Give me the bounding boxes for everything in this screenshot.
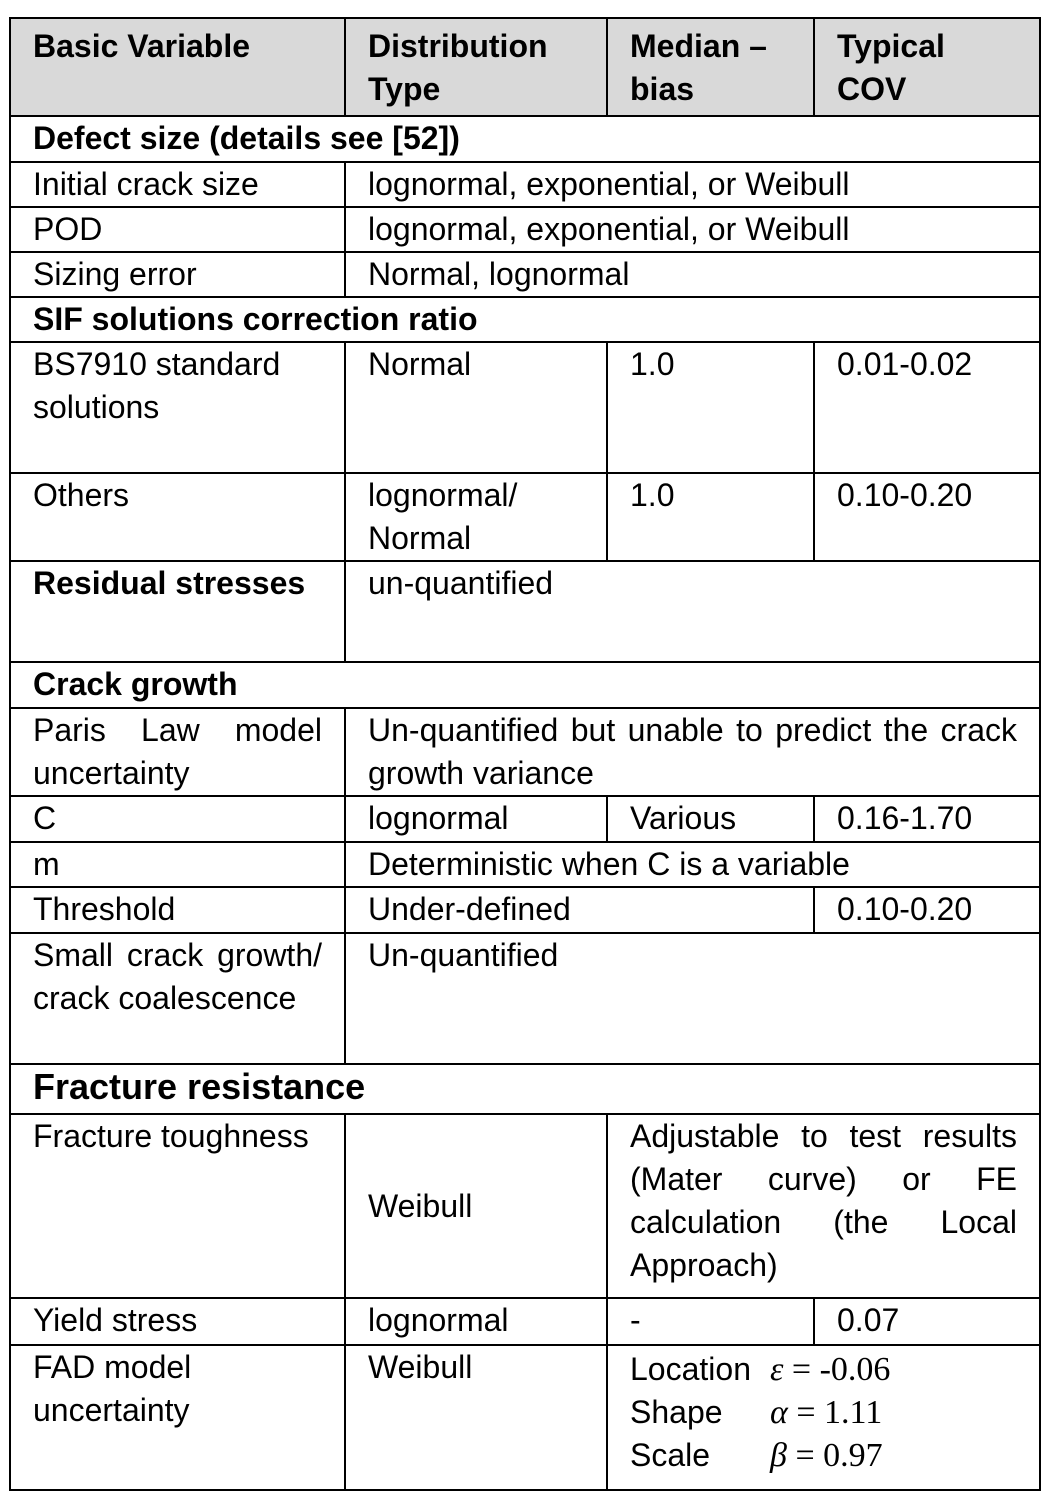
param-label: Location bbox=[630, 1351, 751, 1387]
table-row bbox=[10, 708, 1040, 796]
cell-note: Adjustable to test results (Mater curve) or FE calculation (the Local Approach) bbox=[607, 1114, 1040, 1298]
section-row bbox=[10, 662, 1040, 708]
header-distribution-type: Distribution Type bbox=[345, 18, 607, 116]
section-row bbox=[10, 116, 1040, 162]
cell-variable: Sizing error bbox=[10, 252, 345, 297]
epsilon-symbol: ε bbox=[770, 1351, 784, 1388]
document-page bbox=[9, 17, 1039, 1491]
cell-cov: 0.07 bbox=[814, 1298, 1040, 1345]
section-row bbox=[10, 1064, 1040, 1114]
cell-variable: C bbox=[10, 796, 345, 842]
header-median-bias: Median – bias bbox=[607, 18, 814, 116]
cell-variable: Fracture toughness bbox=[10, 1114, 345, 1298]
cell-distribution: Under-defined bbox=[345, 887, 814, 933]
param-number: = 0.97 bbox=[795, 1437, 883, 1474]
param-location bbox=[630, 1348, 1017, 1391]
cell-distribution: lognormal, exponential, or Weibull bbox=[345, 162, 1040, 207]
table-row bbox=[10, 933, 1040, 1064]
cell-median: - bbox=[607, 1298, 814, 1345]
cell-distribution: lognormal/ Normal bbox=[345, 473, 607, 561]
cell-variable: m bbox=[10, 842, 345, 887]
cell-median: 1.0 bbox=[607, 473, 814, 561]
param-value bbox=[770, 1348, 890, 1391]
cell-variable: Paris Law model uncertainty bbox=[10, 708, 345, 796]
variables-table bbox=[9, 17, 1041, 1491]
cell-variable: Others bbox=[10, 473, 345, 561]
cell-variable: Initial crack size bbox=[10, 162, 345, 207]
cell-variable: Small crack growth/ crack coalescence bbox=[10, 933, 345, 1064]
header-row bbox=[10, 18, 1040, 116]
cell-distribution: Deterministic when C is a variable bbox=[345, 842, 1040, 887]
param-shape bbox=[630, 1391, 1017, 1434]
param-label: Shape bbox=[630, 1394, 723, 1430]
cell-distribution: un-quantified bbox=[345, 561, 1040, 662]
cell-distribution: lognormal, exponential, or Weibull bbox=[345, 207, 1040, 252]
param-value bbox=[770, 1391, 882, 1434]
table-row bbox=[10, 1298, 1040, 1345]
cell-median: 1.0 bbox=[607, 342, 814, 473]
param-scale bbox=[630, 1434, 1017, 1477]
cell-variable: BS7910 standard solutions bbox=[10, 342, 345, 473]
table-row bbox=[10, 796, 1040, 842]
table-row bbox=[10, 1345, 1040, 1490]
cell-distribution: Un-quantified bbox=[345, 933, 1040, 1064]
section-row bbox=[10, 297, 1040, 342]
table-row bbox=[10, 887, 1040, 933]
section-fracture-resistance: Fracture resistance bbox=[10, 1064, 1040, 1114]
cell-variable: Residual stresses bbox=[10, 561, 345, 662]
table-row bbox=[10, 842, 1040, 887]
cell-cov: 0.10-0.20 bbox=[814, 887, 1040, 933]
cell-cov: 0.01-0.02 bbox=[814, 342, 1040, 473]
param-number: = -0.06 bbox=[791, 1351, 891, 1388]
cell-distribution: lognormal bbox=[345, 1298, 607, 1345]
section-defect-size: Defect size (details see [52]) bbox=[10, 116, 1040, 162]
table-row bbox=[10, 162, 1040, 207]
cell-variable: POD bbox=[10, 207, 345, 252]
cell-variable: Yield stress bbox=[10, 1298, 345, 1345]
cell-distribution: Un-quantified but unable to predict the crack growth variance bbox=[345, 708, 1040, 796]
table-row bbox=[10, 207, 1040, 252]
param-label: Scale bbox=[630, 1437, 711, 1473]
table-row bbox=[10, 252, 1040, 297]
cell-distribution: Weibull bbox=[345, 1114, 607, 1298]
header-typical-cov: Typical COV bbox=[814, 18, 1040, 116]
table-row bbox=[10, 473, 1040, 561]
cell-distribution: lognormal bbox=[345, 796, 607, 842]
cell-variable: Threshold bbox=[10, 887, 345, 933]
table-row bbox=[10, 1114, 1040, 1298]
param-value bbox=[770, 1434, 883, 1477]
cell-distribution: Normal, lognormal bbox=[345, 252, 1040, 297]
cell-median: Various bbox=[607, 796, 814, 842]
beta-symbol: β bbox=[770, 1437, 787, 1474]
cell-cov: 0.10-0.20 bbox=[814, 473, 1040, 561]
alpha-symbol: α bbox=[770, 1394, 788, 1431]
section-sif: SIF solutions correction ratio bbox=[10, 297, 1040, 342]
param-number: = 1.11 bbox=[796, 1394, 883, 1431]
cell-distribution: Weibull bbox=[345, 1345, 607, 1490]
cell-variable: FAD model uncertainty bbox=[10, 1345, 345, 1490]
table-row bbox=[10, 561, 1040, 662]
cell-params bbox=[607, 1345, 1040, 1490]
table-row bbox=[10, 342, 1040, 473]
section-crack-growth: Crack growth bbox=[10, 662, 1040, 708]
header-basic-variable: Basic Variable bbox=[10, 18, 345, 116]
cell-cov: 0.16-1.70 bbox=[814, 796, 1040, 842]
cell-distribution: Normal bbox=[345, 342, 607, 473]
